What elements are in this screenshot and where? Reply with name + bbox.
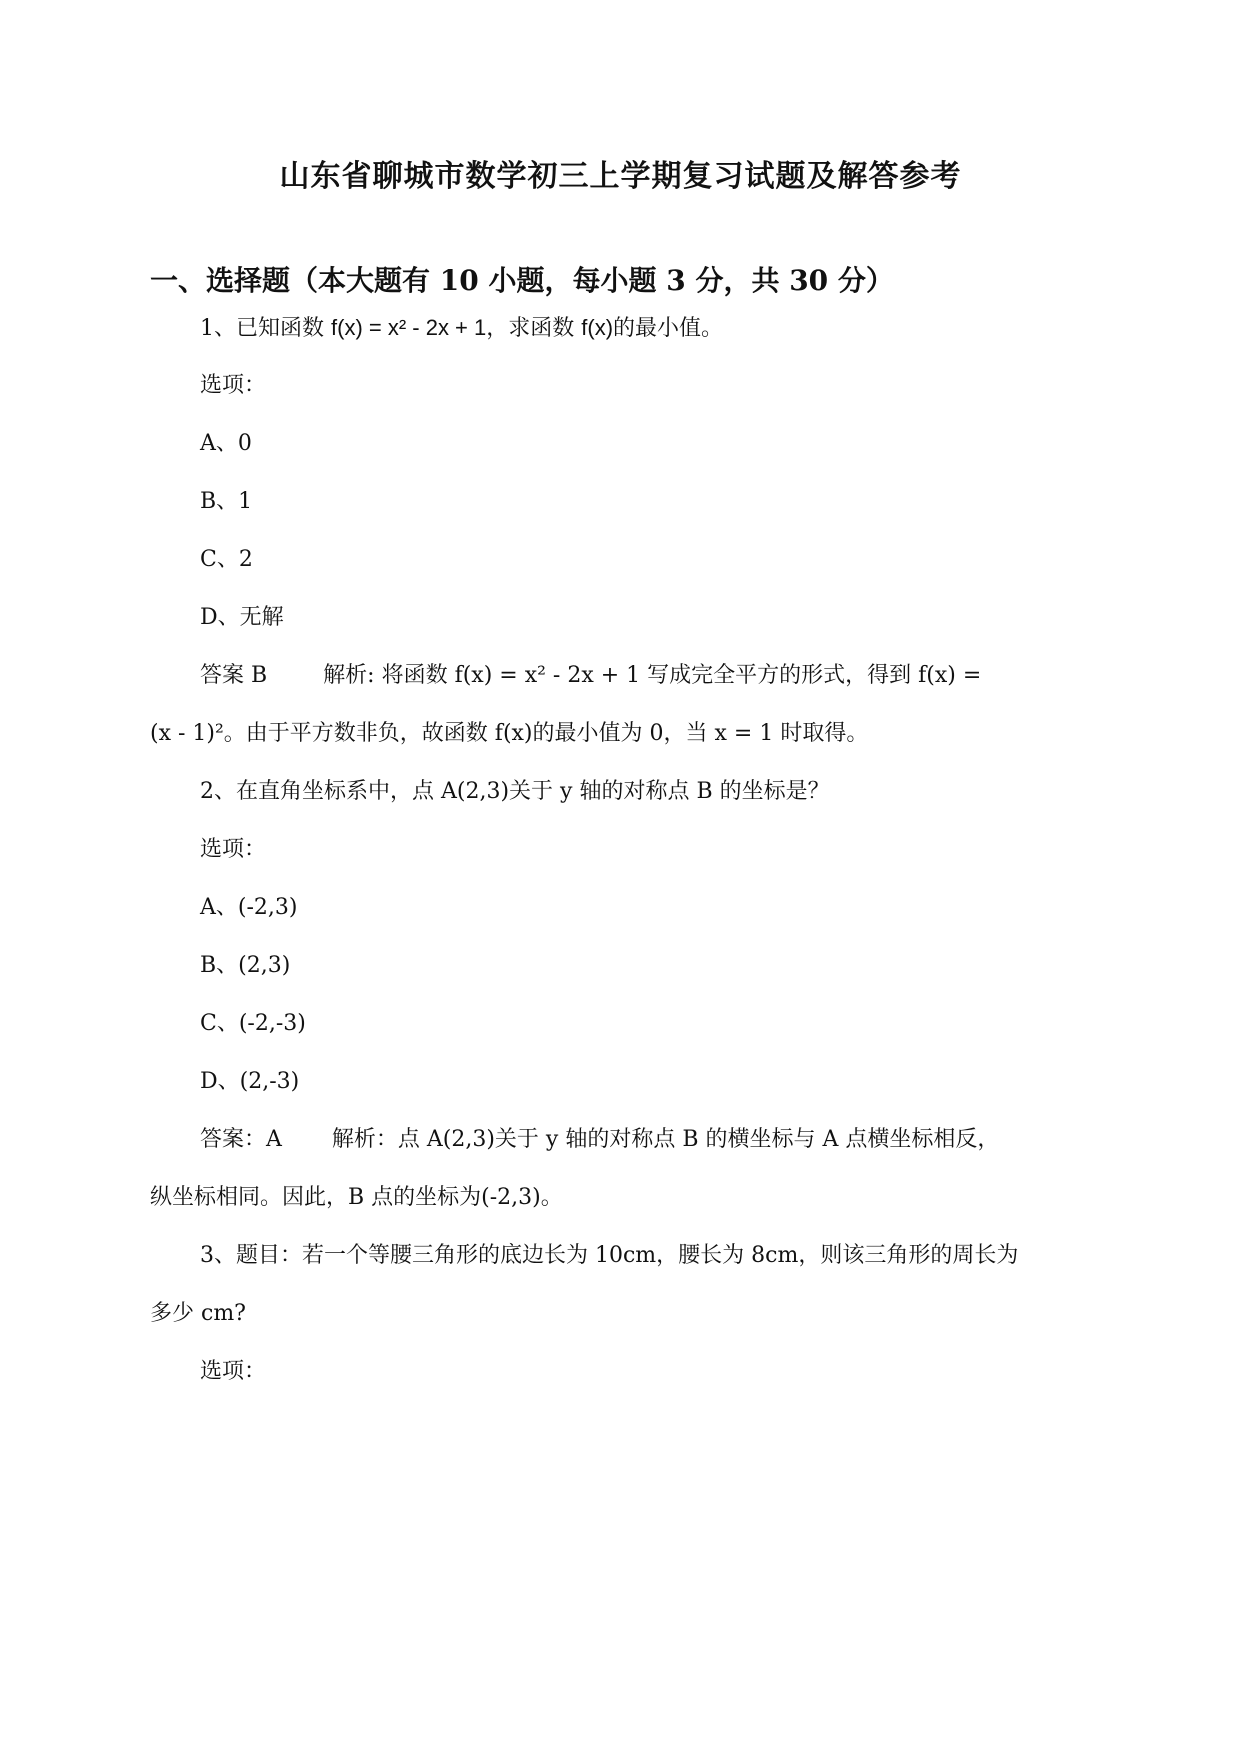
- question-1-suffix: 的最小值。: [613, 316, 724, 341]
- question-3-options-label: 选项：: [200, 1359, 267, 1384]
- question-1-answer: 答案 B: [200, 663, 268, 688]
- question-1-option-a: A、0: [200, 431, 252, 456]
- question-2-analysis: 解析：点 A(2,3)关于 y 轴的对称点 B 的横坐标与 A 点横坐标相反，: [331, 1127, 1000, 1152]
- question-2-answer: 答案：A: [200, 1127, 282, 1152]
- question-1-analysis: 解析: 将函数 f(x) = x² - 2x + 1 写成完全平方的形式，得到 f(x) =: [323, 663, 982, 688]
- question-1: [200, 308, 723, 349]
- question-2-option-c: C、(-2,-3): [200, 1011, 306, 1036]
- question-2-option-d: D、(2,-3): [200, 1069, 300, 1094]
- question-2-options-label: 选项：: [200, 837, 267, 862]
- question-1-expression: f(x) = x² - 2x + 1: [331, 315, 487, 340]
- question-3: 3、题目：若一个等腰三角形的底边长为 10cm，腰长为 8cm，则该三角形的周长为: [200, 1243, 1019, 1268]
- question-2-answer-line: [200, 1120, 999, 1160]
- question-1-prefix: 1、已知函数: [200, 316, 331, 341]
- question-1-option-c: C、2: [200, 547, 253, 572]
- question-2-analysis-continued: 纵坐标相同。因此，B 点的坐标为(-2,3)。: [150, 1185, 563, 1210]
- question-1-mid: ，求函数: [486, 316, 582, 341]
- question-2-option-a: A、(-2,3): [200, 895, 298, 920]
- question-1-option-d: D、无解: [200, 605, 284, 630]
- question-2-option-b: B、(2,3): [200, 953, 291, 978]
- question-1-options-label: 选项：: [200, 373, 267, 398]
- document-title: 山东省聊城市数学初三上学期复习试题及解答参考: [279, 159, 962, 194]
- question-1-analysis-continued: (x - 1)²。由于平方数非负，故函数 f(x)的最小值为 0，当 x = 1 时取得。: [150, 721, 869, 746]
- question-1-fx: f(x): [581, 315, 614, 340]
- question-2: 2、在直角坐标系中，点 A(2,3)关于 y 轴的对称点 B 的坐标是？: [200, 779, 830, 804]
- question-1-option-b: B、1: [200, 489, 253, 514]
- question-1-answer-line: [200, 656, 981, 696]
- question-3-continued: 多少 cm?: [150, 1301, 246, 1326]
- section-heading: 一、选择题（本大题有 10 小题，每小题 3 分，共 30 分）: [150, 264, 894, 297]
